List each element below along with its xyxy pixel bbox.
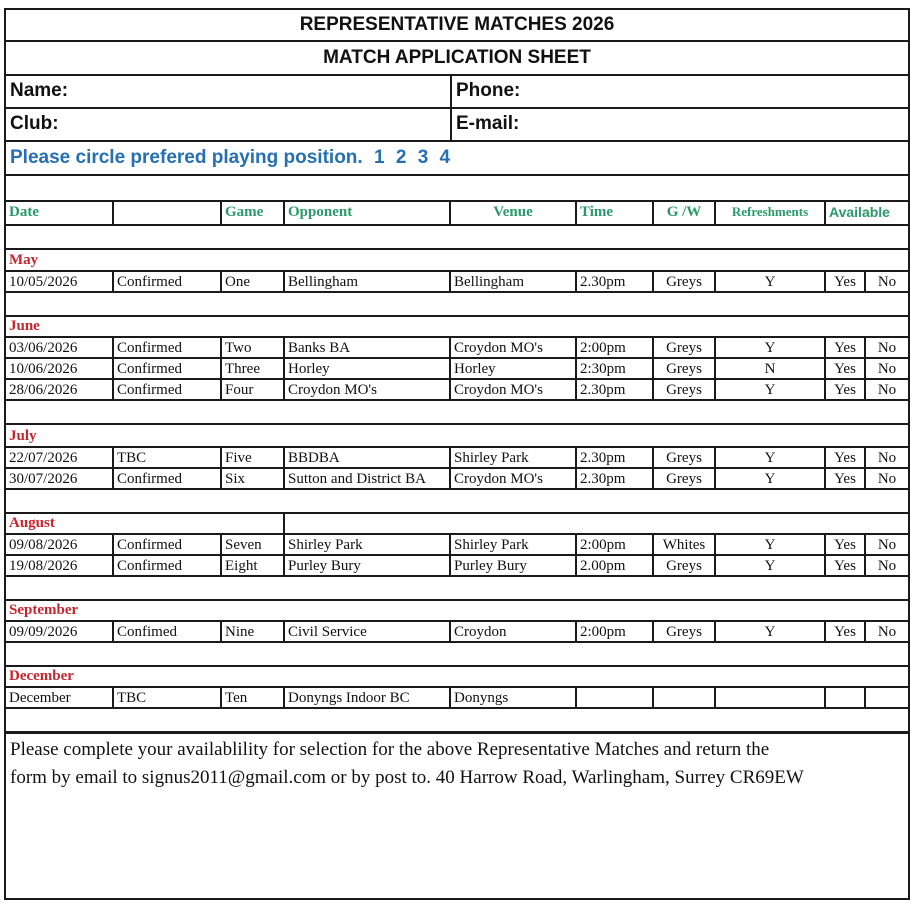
column-header-game: Game: [220, 202, 283, 224]
fixture-row: [6, 448, 908, 469]
fixture-row: [6, 359, 908, 380]
email-label: E-mail:: [456, 113, 520, 134]
phone-input-area[interactable]: [526, 76, 908, 107]
fixture-opponent-cell: Sutton and District BA: [283, 469, 449, 488]
fixture-yes-cell[interactable]: Yes: [824, 380, 864, 399]
fixture-status-cell: Confirmed: [112, 535, 220, 554]
position-option-4[interactable]: 4: [439, 147, 451, 168]
club-label: Club:: [10, 113, 59, 134]
fixture-status-cell: Confimed: [112, 622, 220, 641]
fixture-date-cell: 03/06/2026: [9, 340, 78, 356]
fixture-date-cell: 28/06/2026: [9, 382, 78, 398]
fixture-yes-cell[interactable]: Yes: [824, 556, 864, 575]
fixture-gw-cell: Greys: [652, 622, 714, 641]
fixture-time-cell: 2.00pm: [575, 556, 652, 575]
column-header-available: Available: [824, 202, 908, 224]
month-label: December: [9, 668, 74, 684]
fixture-game-cell: Six: [220, 469, 283, 488]
fixture-time-cell: [575, 688, 652, 707]
fixture-opponent-cell: Shirley Park: [283, 535, 449, 554]
month-label: August: [9, 515, 55, 531]
fixture-opponent-cell: Horley: [283, 359, 449, 378]
fixture-venue-cell: Croydon MO's: [449, 338, 575, 357]
fixture-status-cell: Confirmed: [112, 556, 220, 575]
fixture-opponent-cell: Banks BA: [283, 338, 449, 357]
fixture-opponent-cell: Donyngs Indoor BC: [283, 688, 449, 707]
spacer-row: [6, 226, 908, 250]
position-option-3[interactable]: 3: [417, 147, 429, 168]
fixture-date-cell: 09/09/2026: [9, 624, 78, 640]
sheet-subtitle: MATCH APPLICATION SHEET: [6, 42, 908, 76]
fixture-row: [6, 469, 908, 490]
fixture-no-cell[interactable]: [864, 688, 908, 707]
column-header-refreshments: Refreshments: [714, 202, 824, 224]
fixture-time-cell: 2.30pm: [575, 469, 652, 488]
fixture-venue-cell: Croydon MO's: [449, 469, 575, 488]
fixture-status-cell: Confirmed: [112, 380, 220, 399]
fixture-venue-cell: Bellingham: [449, 272, 575, 291]
spacer-row: [6, 401, 908, 425]
club-email-row: [6, 109, 908, 142]
fixture-game-cell: Ten: [220, 688, 283, 707]
position-note-text: Please circle prefered playing position.: [10, 147, 363, 168]
fixture-no-cell[interactable]: No: [864, 622, 908, 641]
fixture-time-cell: 2.30pm: [575, 380, 652, 399]
name-label: Name:: [10, 80, 69, 101]
footer-line-2: form by email to signus2011@gmail.com or by post to. 40 Harrow Road, Warlingham, Surrey CR69EW: [10, 767, 804, 788]
fixture-date-cell: 30/07/2026: [9, 471, 78, 487]
fixture-game-cell: Eight: [220, 556, 283, 575]
fixture-gw-cell: [652, 688, 714, 707]
fixture-venue-cell: Horley: [449, 359, 575, 378]
fixture-date-cell: December: [9, 690, 71, 706]
fixture-game-cell: Nine: [220, 622, 283, 641]
column-header-gw: G /W: [652, 202, 714, 224]
fixture-yes-cell[interactable]: Yes: [824, 338, 864, 357]
fixture-gw-cell: Greys: [652, 338, 714, 357]
fixture-venue-cell: Shirley Park: [449, 448, 575, 467]
month-label: September: [9, 602, 79, 618]
spacer-row: [6, 176, 908, 202]
fixture-row: [6, 688, 908, 709]
fixture-venue-cell: Croydon: [449, 622, 575, 641]
month-header-row: [6, 513, 908, 535]
fixture-no-cell[interactable]: No: [864, 469, 908, 488]
fixture-game-cell: Seven: [220, 535, 283, 554]
fixture-opponent-cell: Purley Bury: [283, 556, 449, 575]
fixture-time-cell: 2.30pm: [575, 448, 652, 467]
month-header-row: [6, 666, 908, 688]
fixture-gw-cell: Whites: [652, 535, 714, 554]
fixture-refreshments-cell: Y: [714, 338, 824, 357]
fixture-venue-cell: Croydon MO's: [449, 380, 575, 399]
fixture-time-cell: 2:00pm: [575, 338, 652, 357]
fixture-row: [6, 272, 908, 293]
fixture-row: [6, 338, 908, 359]
month-header-row: [6, 600, 908, 622]
divider: [283, 513, 285, 533]
fixture-yes-cell[interactable]: [824, 688, 864, 707]
fixture-venue-cell: Shirley Park: [449, 535, 575, 554]
fixture-game-cell: Four: [220, 380, 283, 399]
spacer-row: [6, 293, 908, 317]
fixture-date-cell: 22/07/2026: [9, 450, 78, 466]
fixture-time-cell: 2:30pm: [575, 359, 652, 378]
match-application-sheet: [4, 8, 910, 900]
fixture-game-cell: One: [220, 272, 283, 291]
fixture-refreshments-cell: N: [714, 359, 824, 378]
month-label: June: [9, 318, 40, 334]
fixture-no-cell[interactable]: No: [864, 338, 908, 357]
fixture-date-cell: 19/08/2026: [9, 558, 78, 574]
fixture-yes-cell[interactable]: Yes: [824, 448, 864, 467]
column-header-status: [112, 202, 220, 224]
fixture-gw-cell: Greys: [652, 469, 714, 488]
phone-label: Phone:: [456, 80, 521, 101]
fixture-gw-cell: Greys: [652, 380, 714, 399]
fixture-no-cell[interactable]: No: [864, 448, 908, 467]
fixture-row: [6, 535, 908, 556]
fixture-venue-cell: Donyngs: [449, 688, 575, 707]
fixture-no-cell[interactable]: No: [864, 535, 908, 554]
column-header-opponent: Opponent: [283, 202, 449, 224]
spacer-row: [6, 643, 908, 667]
fixture-row: [6, 556, 908, 577]
fixture-refreshments-cell: [714, 688, 824, 707]
fixture-refreshments-cell: Y: [714, 622, 824, 641]
fixture-refreshments-cell: Y: [714, 380, 824, 399]
footer-line-1: Please complete your availablility for selection for the above Representative Matches and return the: [10, 739, 770, 760]
fixture-time-cell: 2.30pm: [575, 272, 652, 291]
fixture-refreshments-cell: Y: [714, 448, 824, 467]
fixture-status-cell: Confirmed: [112, 338, 220, 357]
fixture-gw-cell: Greys: [652, 556, 714, 575]
name-input-area[interactable]: [76, 76, 446, 107]
fixture-opponent-cell: Civil Service: [283, 622, 449, 641]
spacer-row: [6, 709, 908, 733]
fixture-no-cell[interactable]: No: [864, 556, 908, 575]
spacer-row: [6, 577, 908, 601]
fixture-no-cell[interactable]: No: [864, 272, 908, 291]
fixture-status-cell: Confirmed: [112, 469, 220, 488]
fixture-row: [6, 380, 908, 401]
fixture-game-cell: Three: [220, 359, 283, 378]
column-header-venue: Venue: [449, 202, 575, 224]
month-label: May: [9, 252, 39, 268]
fixture-refreshments-cell: Y: [714, 556, 824, 575]
month-header-row: [6, 426, 908, 448]
month-header-row: [6, 250, 908, 272]
month-header-row: [6, 316, 908, 338]
fixture-status-cell: Confirmed: [112, 272, 220, 291]
position-note: [6, 142, 908, 176]
fixture-refreshments-cell: Y: [714, 535, 824, 554]
fixture-yes-cell[interactable]: Yes: [824, 272, 864, 291]
footer-instructions: [6, 734, 908, 794]
fixture-status-cell: TBC: [112, 688, 220, 707]
fixture-yes-cell[interactable]: Yes: [824, 535, 864, 554]
fixture-game-cell: Two: [220, 338, 283, 357]
fixture-status-cell: Confirmed: [112, 359, 220, 378]
fixture-time-cell: 2:00pm: [575, 535, 652, 554]
fixture-yes-cell[interactable]: Yes: [824, 622, 864, 641]
column-header-time: Time: [575, 202, 652, 224]
fixture-gw-cell: Greys: [652, 272, 714, 291]
fixture-gw-cell: Greys: [652, 448, 714, 467]
fixture-venue-cell: Purley Bury: [449, 556, 575, 575]
position-option-2[interactable]: 2: [395, 147, 407, 168]
fixture-yes-cell[interactable]: Yes: [824, 359, 864, 378]
spacer-row: [6, 490, 908, 514]
fixture-date-cell: 10/05/2026: [9, 274, 78, 290]
fixture-gw-cell: Greys: [652, 359, 714, 378]
column-header-date: Date: [9, 204, 39, 220]
fixture-refreshments-cell: Y: [714, 469, 824, 488]
fixture-opponent-cell: BBDBA: [283, 448, 449, 467]
fixture-yes-cell[interactable]: Yes: [824, 469, 864, 488]
fixture-row: [6, 622, 908, 643]
fixture-refreshments-cell: Y: [714, 272, 824, 291]
fixture-time-cell: 2:00pm: [575, 622, 652, 641]
fixture-no-cell[interactable]: No: [864, 380, 908, 399]
fixture-status-cell: TBC: [112, 448, 220, 467]
fixture-opponent-cell: Croydon MO's: [283, 380, 449, 399]
fixture-no-cell[interactable]: No: [864, 359, 908, 378]
month-label: July: [9, 428, 37, 444]
fixture-game-cell: Five: [220, 448, 283, 467]
table-header-row: [6, 202, 908, 226]
fixture-date-cell: 10/06/2026: [9, 361, 78, 377]
sheet-title: REPRESENTATIVE MATCHES 2026: [6, 10, 908, 42]
name-phone-row: [6, 76, 908, 109]
position-option-1[interactable]: 1: [373, 147, 385, 168]
fixture-date-cell: 09/08/2026: [9, 537, 78, 553]
fixture-opponent-cell: Bellingham: [283, 272, 449, 291]
club-input-area[interactable]: [66, 109, 446, 140]
email-input-area[interactable]: [531, 109, 908, 140]
